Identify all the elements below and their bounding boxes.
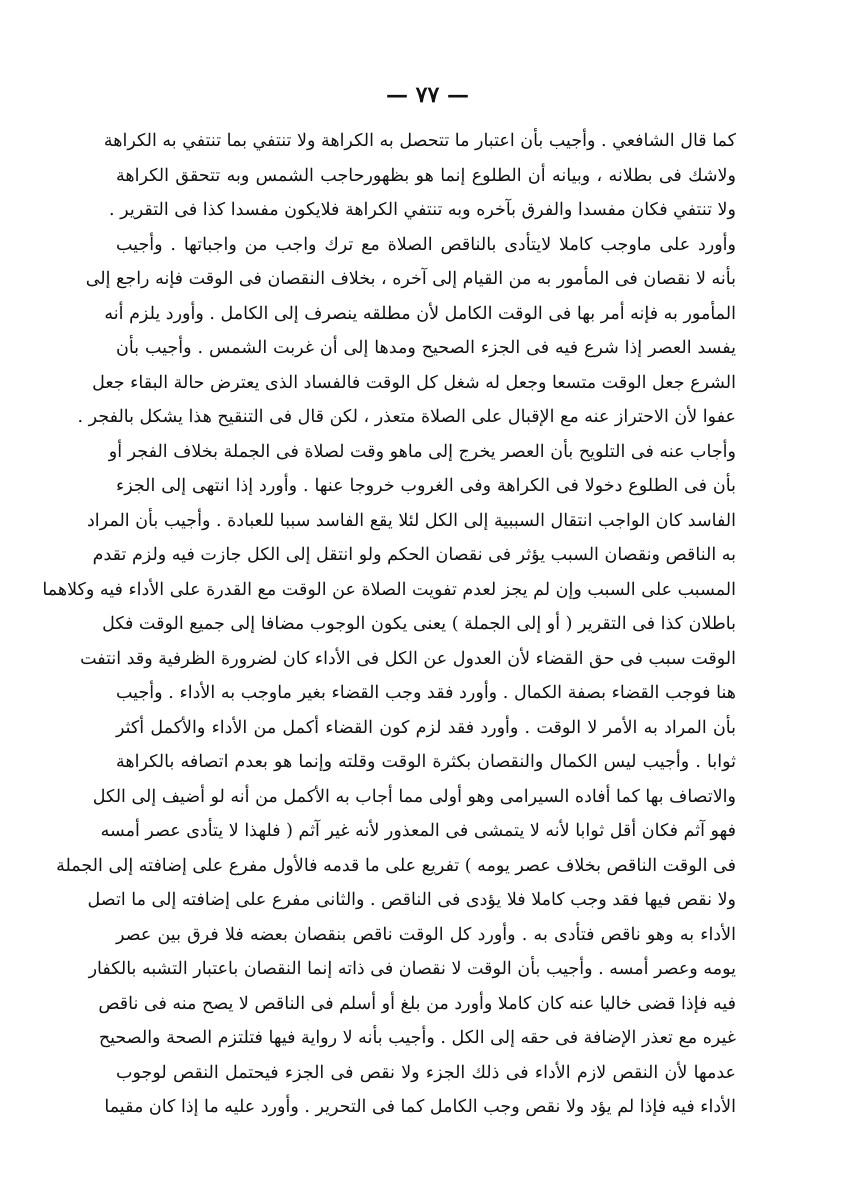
text-line: فيه فإذا قضى خاليا عنه كان كاملا وأورد من بلغ أو أسلم فى الناقص لا يصح منه فى ناقص: [98, 993, 736, 1014]
text-line: والاتصاف بها كما أفاده السيرامى وهو أولى مما أجاب به الأكمل من أنه لو أضيف إلى الكل: [92, 786, 736, 807]
text-line: عفوا لأن الاحتراز عنه مع الإقبال على الصلاة متعذر ، لكن قال فى التنقيح هذا يشكل بالفجر .: [77, 407, 736, 427]
text-line: غيره مع تعذر الإضافة فى حقه إلى الكل . وأجيب بأنه لا رواية فيها فتلتزم الصحة والصحيح: [98, 1028, 736, 1048]
text-line: بأنه لا نقصان فى المأمور به من القيام إلى آخره ، بخلاف النقصان فى الوقت فإنه راجع إلى: [85, 269, 736, 289]
text-line: الشرع جعل الوقت متسعا وجعل له شغل كل الوقت فالفساد الذى يعترض حالة البقاء جعل: [92, 372, 736, 393]
text-line: كما قال الشافعي . وأجيب بأن اعتبار ما تتحصل به الكراهة ولا تنتفي بما تنتفي به الكراهة: [103, 131, 736, 151]
text-line: هنا فوجب القضاء بصفة الكمال . وأورد فقد وجب القضاء بغير ماوجب به الأداء . وأجيب: [116, 683, 736, 703]
text-line: الفاسد كان الواجب انتقال السببية إلى الكل لئلا يقع الفاسد سببا للعبادة . وأجيب بأن المراد: [87, 510, 736, 531]
text-line: وأجاب عنه فى التلويح بأن العصر يخرج إلى ماهو وقت لصلاة فى الجملة بخلاف الفجر أو: [108, 441, 736, 462]
text-line: بأن فى الطلوع دخولا فى الكراهة وفى الغروب خروجا عنها . وأورد إذا انتهى إلى الجزء: [116, 476, 736, 496]
text-line: يفسد العصر إذا شرع فيه فى الجزء الصحيح ومدها إلى أن غربت الشمس . وأجيب بأن: [116, 338, 736, 358]
text-line: فهو آثم فكان أقل ثوابا لأنه لا يتمشى فى المعذور لأنه غير آثم ( فلهذا لا يتأدى عصر أمسه: [100, 821, 736, 841]
text-line: الوقت سبب فى حق القضاء لأن العدول عن الكل فى الأداء كان لضرورة الظرفية وقد انتفت: [80, 648, 736, 669]
text-line: ولاشك فى بطلانه ، وبيانه أن الطلوع إنما هو بظهورحاجب الشمس وبه تتحقق الكراهة: [116, 165, 736, 186]
text-line: المسبب على السبب وإن لم يجز لعدم تفويت الصلاة عن الوقت مع القدرة على الأداء فيه وكلاهما: [42, 579, 736, 600]
text-line: الأداء به وهو ناقص فتأدى به . وأورد كل الوقت ناقص بنقصان بعضه فلا فرق بين عصر: [116, 924, 736, 945]
text-line: عدمها لأن النقص لازم الأداء فى ذلك الجزء ولا نقص فى الجزء فيحتمل النقص لوجوب: [116, 1062, 736, 1083]
text-line: الأداء فيه فإذا لم يؤد ولا نقص وجب الكامل كما فى التحرير . وأورد عليه ما إذا كان مقيما: [104, 1097, 736, 1117]
body-text: [42, 124, 736, 1125]
text-line: به الناقص ونقصان السبب يؤثر فى نقصان الحكم ولو انتقل إلى الكل جازت فيه ولزم تقدم: [92, 545, 736, 565]
text-line: فى الوقت الناقص بخلاف عصر يومه ) تفريع على ما قدمه فالأول مفرع على إضافته إلى الجملة: [56, 855, 736, 876]
page-number: — ٧٧ —: [386, 82, 469, 108]
text-line: ثوابا . وأجيب ليس الكمال والنقصان بكثرة الوقت وقلته وإنما هو بعدم اتصافه بالكراهة: [116, 752, 736, 772]
text-line: وأورد على ماوجب كاملا لايتأدى بالناقص الصلاة مع ترك واجب من واجباتها . وأجيب: [116, 234, 736, 255]
text-line: ولا تنتفي فكان مفسدا والفرق بآخره وبه تنتفي الكراهة فلايكون مفسدا كذا فى التقرير .: [109, 200, 736, 220]
text-line: بأن المراد به الأمر لا الوقت . وأورد فقد لزم كون القضاء أكمل من الأداء والأكمل أكثر: [116, 717, 736, 738]
text-line: ولا نقص فيها فقد وجب كاملا فلا يؤدى فى الناقص . والثانى مفرع على إضافته إلى ما اتصل: [87, 890, 736, 910]
text-line: يومه وعصر أمسه . وأجيب بأن الوقت لا نقصان فى ذاته إنما النقصان باعتبار التشبه بالكفار: [88, 959, 736, 979]
text-line: المأمور به فإنه أمر بها فى الوقت الكامل لأن مطلقه ينصرف إلى الكامل . وأورد يلزم أنه: [104, 303, 736, 324]
text-line: باطلان كذا فى التقرير ( أو إلى الجملة ) يعنى يكون الوجوب مضافا إلى جميع الوقت فكل: [102, 614, 736, 634]
